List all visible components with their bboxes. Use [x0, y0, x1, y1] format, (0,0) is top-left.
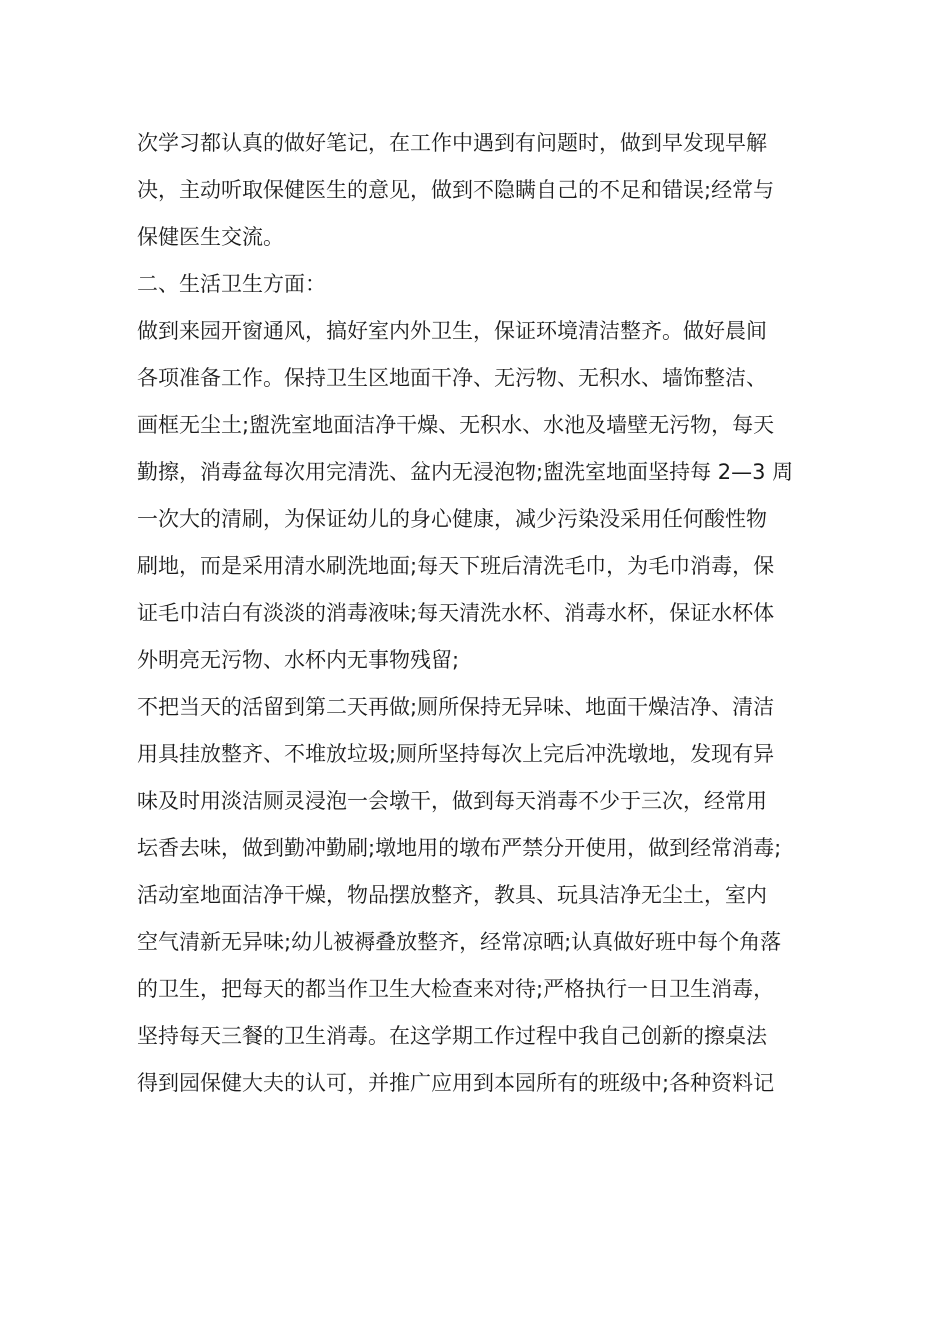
text-line: 外明亮无污物、水杯内无事物残留;	[137, 648, 460, 672]
text-line: 画框无尘土;盥洗室地面洁净干燥、无积水、水池及墙壁无污物，每天	[137, 413, 775, 437]
text-line: 坚持每天三餐的卫生消毒。在这学期工作过程中我自己创新的擦桌法	[137, 1024, 767, 1048]
text-line: 活动室地面洁净干燥，物品摆放整齐，教具、玩具洁净无尘土，室内	[137, 883, 767, 907]
text-line: 次学习都认真的做好笔记，在工作中遇到有问题时，做到早发现早解	[137, 131, 767, 155]
text-line: 的卫生，把每天的都当作卫生大检查来对待;严格执行一日卫生消毒，	[137, 977, 775, 1001]
text-line: 做到来园开窗通风，搞好室内外卫生，保证环境清洁整齐。做好晨间	[137, 319, 767, 343]
text-line: 得到园保健大夫的认可，并推广应用到本园所有的班级中;各种资料记	[137, 1071, 775, 1095]
text-line: 保健医生交流。	[137, 225, 284, 249]
section-heading: 二、生活卫生方面：	[137, 272, 326, 296]
text-line: 各项准备工作。保持卫生区地面干净、无污物、无积水、墙饰整洁、	[137, 366, 767, 390]
text-line: 刷地，而是采用清水刷洗地面;每天下班后清洗毛巾，为毛巾消毒，保	[137, 554, 775, 578]
text-line: 勤擦，消毒盆每次用完清洗、盆内无浸泡物;盥洗室地面坚持每 2—3 周	[137, 460, 794, 484]
text-line: 用具挂放整齐、不堆放垃圾;厕所坚持每次上完后冲洗墩地，发现有异	[137, 742, 775, 766]
text-line: 不把当天的活留到第二天再做;厕所保持无异味、地面干燥洁净、清洁	[137, 695, 775, 719]
document-body	[137, 120, 817, 1107]
text-line: 味及时用淡洁厕灵浸泡一会墩干，做到每天消毒不少于三次，经常用	[137, 789, 767, 813]
text-line: 决，主动听取保健医生的意见，做到不隐瞒自己的不足和错误;经常与	[137, 178, 775, 202]
text-line: 坛香去味，做到勤冲勤刷;墩地用的墩布严禁分开使用，做到经常消毒;	[137, 836, 782, 860]
text-line: 空气清新无异味;幼儿被褥叠放整齐，经常凉晒;认真做好班中每个角落	[137, 930, 782, 954]
text-line: 证毛巾洁白有淡淡的消毒液味;每天清洗水杯、消毒水杯，保证水杯体	[137, 601, 775, 625]
text-line: 一次大的清刷，为保证幼儿的身心健康，减少污染没采用任何酸性物	[137, 507, 767, 531]
